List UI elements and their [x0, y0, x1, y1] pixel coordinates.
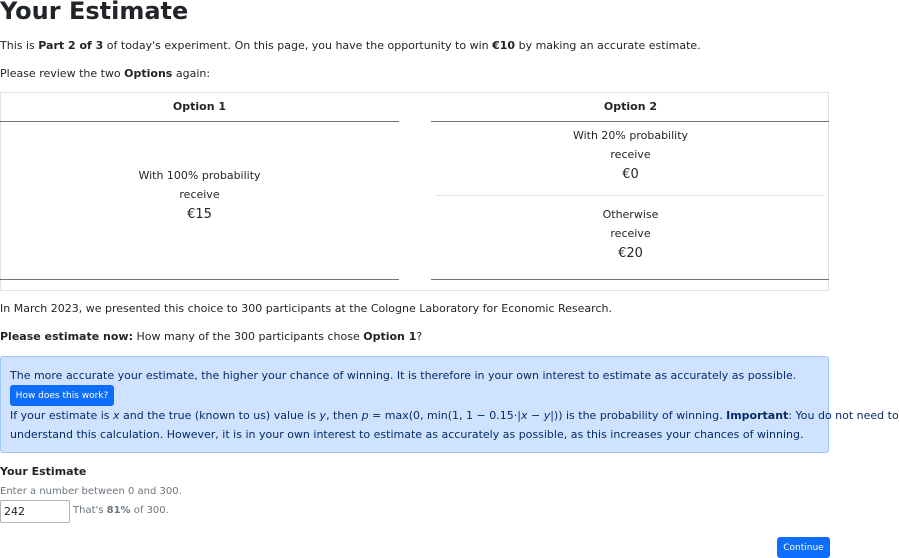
how-does-this-work-button[interactable]: How does this work? — [10, 385, 114, 406]
info-formula-line: If your estimate is x and the true (known to us) value is y, then p = max(0, min(1, 1 − 0.15·|x − y|)) is the probability of winning. Important: You do not need to — [10, 409, 899, 422]
option2-receive-a: receive — [610, 148, 651, 161]
option2-otherwise: Otherwise — [602, 208, 659, 221]
intro-paragraph: This is Part 2 of 3 of today's experiment. On this page, you have the opportunity to win €10 by making an accurate estimate. — [0, 39, 701, 52]
option2-header-rule — [431, 121, 829, 122]
option1-bottom-rule — [0, 279, 399, 280]
option2-probability: With 20% probability — [572, 129, 689, 142]
review-paragraph: Please review the two Options again: — [0, 67, 211, 80]
option2-amount-b: €20 — [618, 246, 643, 261]
option2-divider — [436, 195, 825, 196]
estimate-percent-note: That's 81% of 300. — [73, 505, 169, 516]
option1-probability: With 100% probability — [138, 169, 261, 182]
option1-header: Option 1 — [172, 100, 227, 113]
page-title: Your Estimate — [0, 0, 189, 25]
option1-header-rule — [0, 121, 399, 122]
info-line-1: The more accurate your estimate, the higher your chance of winning. It is therefore in your own interest to estimate as accurately as possible. — [10, 369, 797, 382]
estimate-input[interactable] — [0, 500, 70, 523]
continue-button[interactable]: Continue — [777, 537, 830, 558]
context-paragraph: In March 2023, we presented this choice to 300 participants at the Cologne Laboratory for Economic Research. — [0, 302, 612, 315]
info-alert — [0, 356, 899, 453]
option1-receive: receive — [179, 188, 220, 201]
option2-bottom-rule — [431, 279, 829, 280]
option1-amount: €15 — [187, 207, 212, 222]
option2-header: Option 2 — [603, 100, 658, 113]
info-line-3: understand this calculation. However, it is in your own interest to estimate as accurately as possible, as this increases your chances of winning. — [10, 428, 804, 441]
question-paragraph: Please estimate now: How many of the 300 participants chose Option 1? — [0, 330, 423, 343]
estimate-label: Your Estimate — [0, 465, 87, 478]
option2-receive-b: receive — [610, 227, 651, 240]
estimate-helper-text: Enter a number between 0 and 300. — [0, 486, 182, 497]
option2-amount-a: €0 — [622, 167, 639, 182]
